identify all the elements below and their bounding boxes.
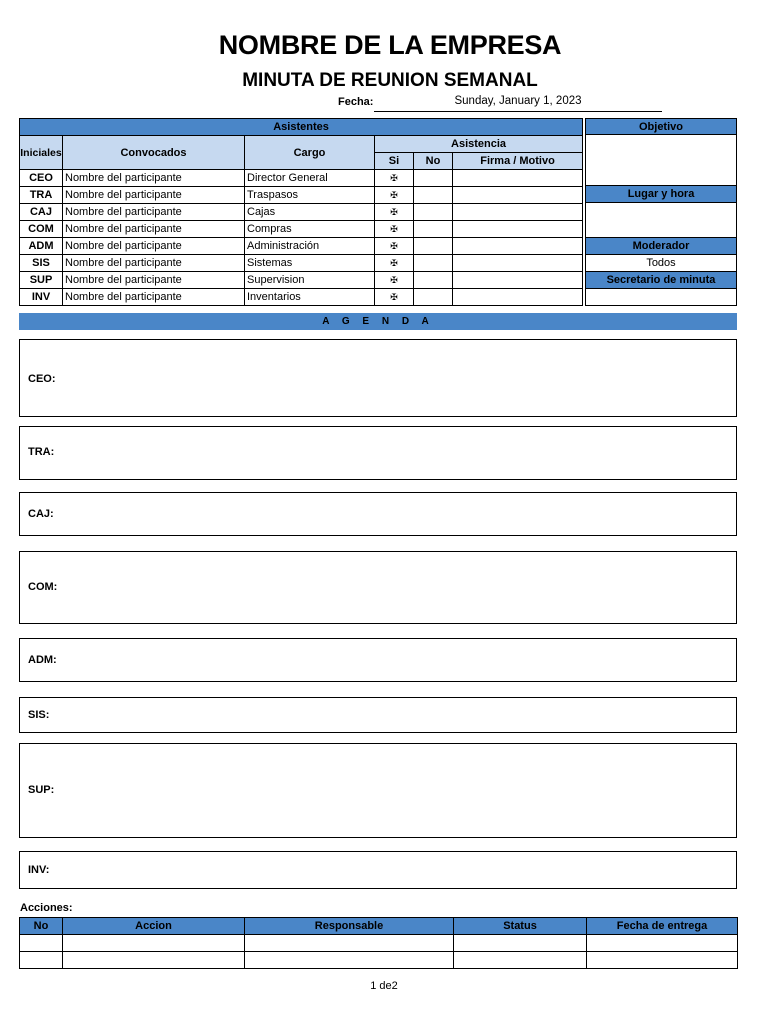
- attendance-table: [19, 118, 583, 306]
- table-row: [20, 255, 583, 272]
- actions-table: [19, 917, 738, 969]
- initials-cell: CEO: [20, 170, 63, 187]
- signature-cell[interactable]: [453, 170, 583, 187]
- action-cell[interactable]: [454, 952, 587, 969]
- table-row: [20, 221, 583, 238]
- agenda-item-box[interactable]: [19, 492, 737, 536]
- col-convocados-header: Convocados: [63, 136, 245, 170]
- action-cell[interactable]: [587, 952, 738, 969]
- position-cell[interactable]: Supervision: [245, 272, 375, 289]
- actions-column-header: Status: [454, 918, 587, 935]
- attendance-yes-cell[interactable]: ✠: [375, 238, 414, 255]
- attendance-yes-cell[interactable]: ✠: [375, 255, 414, 272]
- participant-name-cell[interactable]: Nombre del participante: [63, 204, 245, 221]
- signature-cell[interactable]: [453, 221, 583, 238]
- signature-cell[interactable]: [453, 289, 583, 306]
- table-row: [20, 952, 738, 969]
- table-row: [20, 187, 583, 204]
- participant-name-cell[interactable]: Nombre del participante: [63, 187, 245, 204]
- attendance-no-cell[interactable]: [414, 255, 453, 272]
- participant-name-cell[interactable]: Nombre del participante: [63, 289, 245, 306]
- signature-cell[interactable]: [453, 238, 583, 255]
- attendance-yes-cell[interactable]: ✠: [375, 187, 414, 204]
- position-cell[interactable]: Director General: [245, 170, 375, 187]
- participant-name-cell[interactable]: Nombre del participante: [63, 221, 245, 238]
- action-cell[interactable]: [245, 935, 454, 952]
- actions-label: Acciones:: [20, 902, 73, 914]
- place-time-header: Lugar y hora: [585, 186, 737, 203]
- action-cell[interactable]: [63, 935, 245, 952]
- participant-name-cell[interactable]: Nombre del participante: [63, 170, 245, 187]
- col-firma-header: Firma / Motivo: [453, 153, 583, 170]
- table-row: [20, 935, 738, 952]
- signature-cell[interactable]: [453, 255, 583, 272]
- agenda-item-box[interactable]: [19, 551, 737, 624]
- agenda-item-box[interactable]: [19, 697, 737, 733]
- initials-cell: ADM: [20, 238, 63, 255]
- objective-header: Objetivo: [585, 118, 737, 135]
- actions-column-header: Fecha de entrega: [587, 918, 738, 935]
- actions-column-header: Responsable: [245, 918, 454, 935]
- attendance-yes-cell[interactable]: ✠: [375, 272, 414, 289]
- col-si-header: Si: [375, 153, 414, 170]
- attendance-no-cell[interactable]: [414, 289, 453, 306]
- participant-name-cell[interactable]: Nombre del participante: [63, 272, 245, 289]
- col-cargo-header: Cargo: [245, 136, 375, 170]
- attendance-no-cell[interactable]: [414, 187, 453, 204]
- place-time-field[interactable]: [585, 203, 737, 238]
- objective-field[interactable]: [585, 135, 737, 186]
- table-row: [20, 204, 583, 221]
- initials-cell: INV: [20, 289, 63, 306]
- page-number: 1 de2: [370, 980, 398, 992]
- attendance-yes-cell[interactable]: ✠: [375, 221, 414, 238]
- agenda-item-label: TRA:: [28, 446, 55, 458]
- participant-name-cell[interactable]: Nombre del participante: [63, 255, 245, 272]
- attendance-no-cell[interactable]: [414, 170, 453, 187]
- agenda-item-label: SIS:: [28, 709, 50, 721]
- attendance-yes-cell[interactable]: ✠: [375, 204, 414, 221]
- attendance-title: Asistentes: [20, 119, 583, 136]
- initials-cell: SIS: [20, 255, 63, 272]
- attendance-yes-cell[interactable]: ✠: [375, 289, 414, 306]
- action-cell[interactable]: [63, 952, 245, 969]
- initials-cell: TRA: [20, 187, 63, 204]
- agenda-item-label: CEO:: [28, 373, 56, 385]
- position-cell[interactable]: Inventarios: [245, 289, 375, 306]
- signature-cell[interactable]: [453, 204, 583, 221]
- attendance-yes-cell[interactable]: ✠: [375, 170, 414, 187]
- position-cell[interactable]: Compras: [245, 221, 375, 238]
- position-cell[interactable]: Sistemas: [245, 255, 375, 272]
- initials-cell: SUP: [20, 272, 63, 289]
- action-cell[interactable]: [20, 952, 63, 969]
- participant-name-cell[interactable]: Nombre del participante: [63, 238, 245, 255]
- position-cell[interactable]: Traspasos: [245, 187, 375, 204]
- table-row: [20, 170, 583, 187]
- agenda-item-label: ADM:: [28, 654, 57, 666]
- initials-cell: CAJ: [20, 204, 63, 221]
- table-row: [20, 238, 583, 255]
- actions-column-header: Accion: [63, 918, 245, 935]
- agenda-item-label: INV:: [28, 864, 50, 876]
- agenda-item-box[interactable]: [19, 851, 737, 889]
- position-cell[interactable]: Cajas: [245, 204, 375, 221]
- action-cell[interactable]: [245, 952, 454, 969]
- agenda-item-box[interactable]: [19, 339, 737, 417]
- agenda-item-label: CAJ:: [28, 508, 54, 520]
- attendance-no-cell[interactable]: [414, 204, 453, 221]
- attendance-no-cell[interactable]: [414, 272, 453, 289]
- agenda-item-label: SUP:: [28, 784, 55, 796]
- action-cell[interactable]: [587, 935, 738, 952]
- document-subtitle: MINUTA DE REUNION SEMANAL: [242, 70, 538, 91]
- agenda-item-box[interactable]: [19, 743, 737, 838]
- moderator-header: Moderador: [585, 238, 737, 255]
- secretary-field[interactable]: [585, 289, 737, 306]
- agenda-item-box[interactable]: [19, 638, 737, 682]
- attendance-no-cell[interactable]: [414, 221, 453, 238]
- moderator-field[interactable]: Todos: [585, 255, 737, 272]
- company-name: NOMBRE DE LA EMPRESA: [218, 30, 562, 60]
- table-row: [20, 289, 583, 306]
- col-initials-header: Iniciales: [20, 136, 63, 170]
- signature-cell[interactable]: [453, 187, 583, 204]
- signature-cell[interactable]: [453, 272, 583, 289]
- side-panel: [585, 118, 737, 306]
- col-no-header: No: [414, 153, 453, 170]
- col-asistencia-header: Asistencia: [375, 136, 583, 153]
- date-label: Fecha:: [338, 96, 374, 108]
- agenda-item-box[interactable]: [19, 426, 737, 480]
- initials-cell: COM: [20, 221, 63, 238]
- agenda-header: A G E N D A: [19, 313, 737, 330]
- actions-column-header: No: [20, 918, 63, 935]
- date-field[interactable]: Sunday, January 1, 2023: [374, 95, 662, 112]
- action-cell[interactable]: [454, 935, 587, 952]
- agenda-item-label: COM:: [28, 581, 58, 593]
- position-cell[interactable]: Administración: [245, 238, 375, 255]
- action-cell[interactable]: [20, 935, 63, 952]
- secretary-header: Secretario de minuta: [585, 272, 737, 289]
- attendance-no-cell[interactable]: [414, 238, 453, 255]
- table-row: [20, 272, 583, 289]
